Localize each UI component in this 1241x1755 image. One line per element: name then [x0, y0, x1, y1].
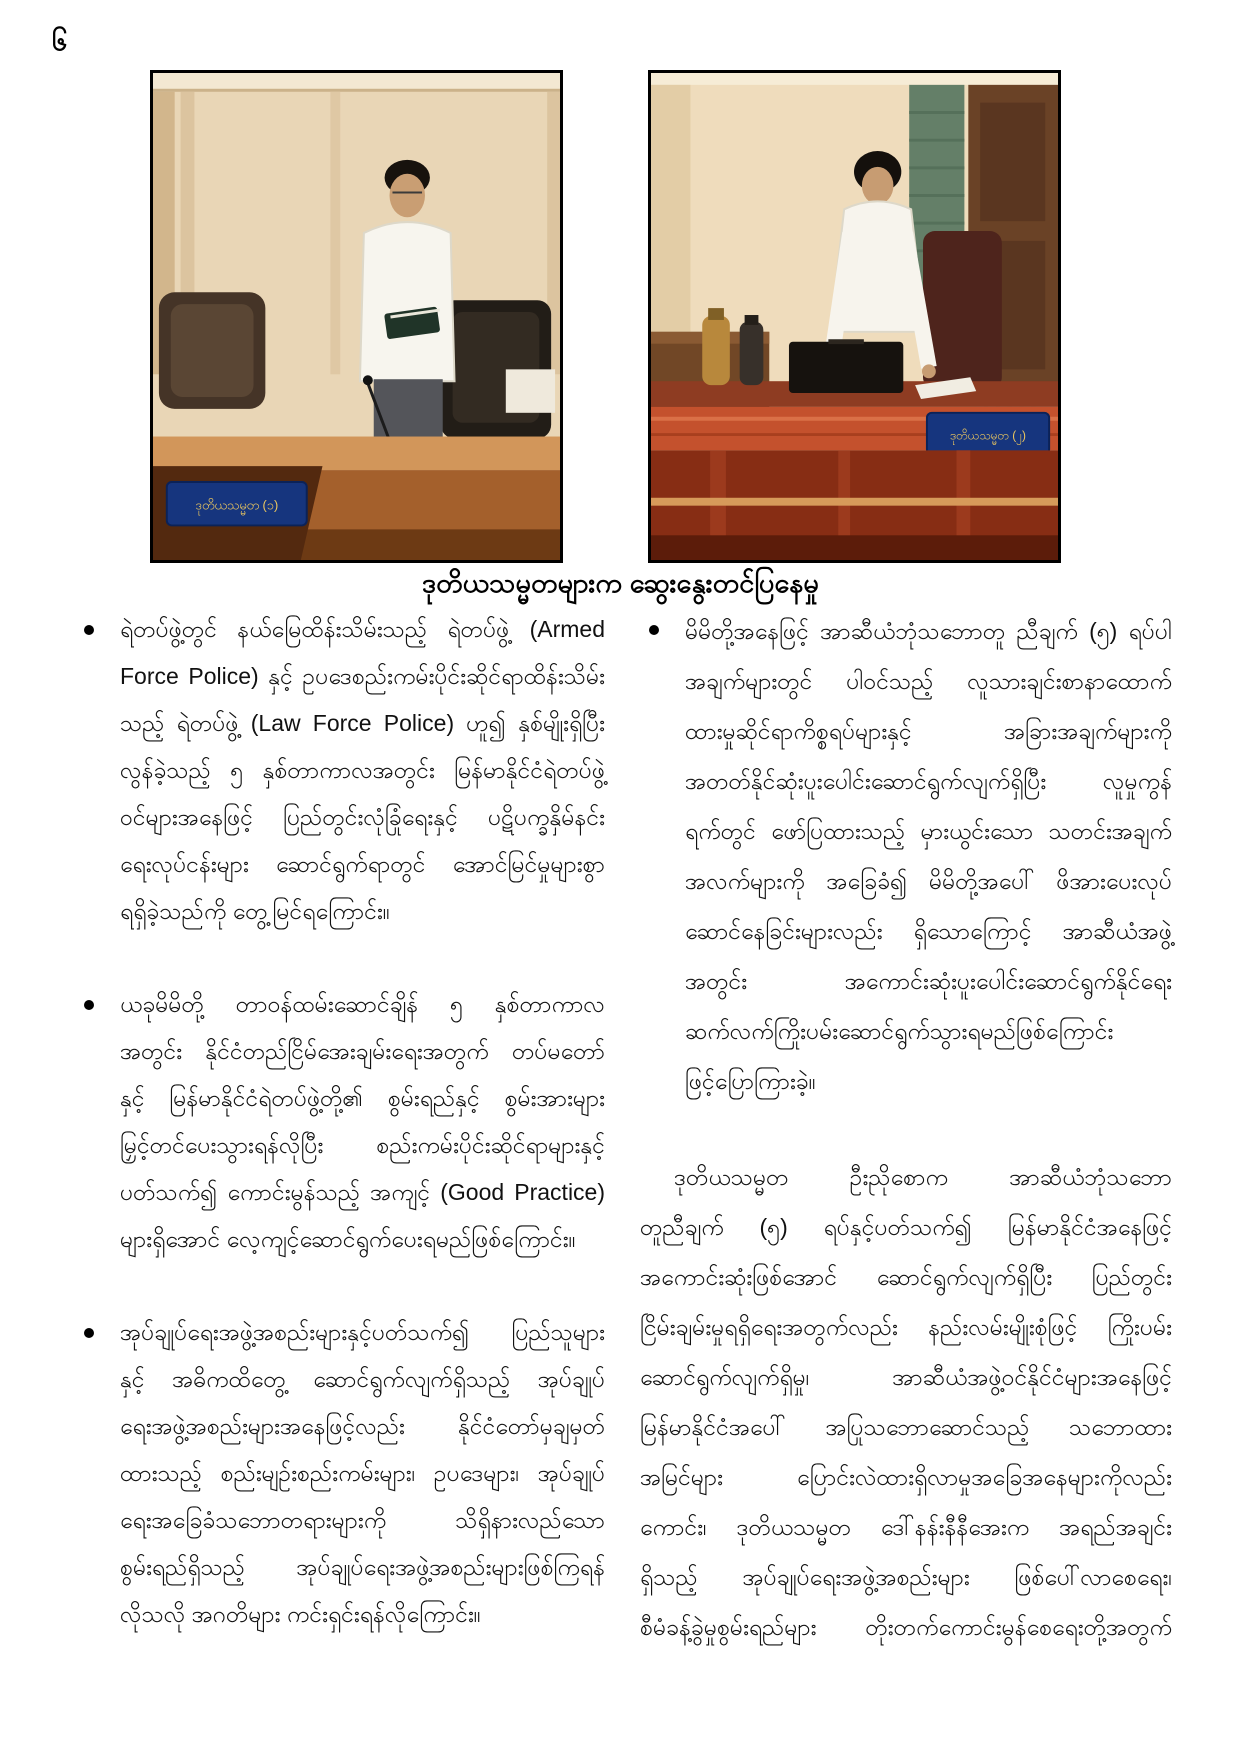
- text-line: လွန်ခဲ့သည့် ၅ နှစ်တာကာလအတွင်း မြန်မာနိုင်ငံရဲတပ်ဖွဲ့: [120, 757, 605, 783]
- text-line: ထားသည့် စည်းမျဉ်းစည်းကမ်းများ၊ ဥပဒေများ၊ အုပ်ချုပ်: [120, 1460, 605, 1486]
- face: [390, 174, 425, 217]
- desk-base: [651, 535, 1058, 560]
- photo-vice-president-2: [648, 70, 1061, 563]
- text-line: အချက်များတွင် ပါဝင်သည့် လူသားချင်းစာနာထောက်: [685, 668, 1172, 694]
- name-placard-1: [167, 482, 307, 525]
- text-line: စီမံခန့်ခွဲမှုစွမ်းရည်များ တိုးတက်ကောင်းမွန်စေရေးတို့အတွက်: [640, 1614, 1172, 1640]
- text-line: အလက်များကို အခြေခံ၍ မိမိတို့အပေါ် ဖိအားပေးလုပ်: [685, 868, 1172, 894]
- cornice: [153, 73, 560, 89]
- text-line: ရေးအခြေခံသဘောတရားများကို သိရှိနားလည်သော: [120, 1507, 605, 1533]
- text-line: နှင့် အဓိကထိတွေ့ ဆောင်ရွက်လျက်ရှိသည့် အုပ်ချုပ်: [120, 1366, 605, 1392]
- paragraph: [640, 1152, 1172, 1652]
- leather-chair-left: [159, 292, 265, 409]
- bullet-icon: [84, 1328, 94, 1338]
- list-item: [75, 606, 605, 935]
- text-line: ရေးအဖွဲ့အစည်းများအနေဖြင့်လည်း နိုင်ငံတော်မှချမှတ်: [120, 1413, 605, 1439]
- text-line: အုပ်ချုပ်ရေးအဖွဲ့အစည်းများနှင့်ပတ်သက်၍ ပြည်သူများ: [120, 1319, 605, 1345]
- text-line: မြန်မာနိုင်ငံအပေါ် အပြုသဘောဆောင်သည့် သဘောထား: [640, 1414, 1172, 1440]
- hand: [922, 364, 936, 378]
- text-line: များရှိအောင် လေ့ကျင့်ဆောင်ရွက်ပေးရမည်ဖြစ်ကြောင်း။: [120, 1226, 576, 1252]
- text-line: လိုသလို အဂတိများ ကင်းရှင်းရန်လိုကြောင်း။: [120, 1601, 481, 1627]
- bullet-icon: [84, 1000, 94, 1010]
- text-column-right: [640, 606, 1172, 1652]
- text-line: ပတ်သက်၍ ကောင်းမွန်သည့် အကျင့် (Good Practice): [120, 1179, 605, 1205]
- text-line: ဒုတိယသမ္မတ ဦးညိုစောက အာဆီယံဘုံသဘော: [674, 1164, 1172, 1190]
- text-line: ဆောင်နေခြင်းများလည်း ရှိသောကြောင့် အာဆီယံအဖွဲ့: [685, 918, 1172, 944]
- text-line: ရရှိခဲ့သည်ကို တွေ့မြင်ရကြောင်း။: [120, 898, 390, 924]
- desk-rail: [651, 498, 1058, 506]
- list-item: [75, 981, 605, 1263]
- text-column-left: [75, 606, 605, 1684]
- photo-1-illustration: [153, 73, 560, 560]
- text-line: သည့် ရဲတပ်ဖွဲ့ (Law Force Police) ဟူ၍ နှစ်မျိုးရှိပြီး: [120, 710, 605, 736]
- name-placard-2: [927, 413, 1049, 454]
- text-line: မြှင့်တင်ပေးသွားရန်လိုပြီး စည်းကမ်းပိုင်းဆိုင်ရာများနှင့်: [120, 1132, 605, 1158]
- text-line: ရှိသည့် အုပ်ချုပ်ရေးအဖွဲ့အစည်းများ ဖြစ်ပေါ်လာစေရေး၊: [640, 1564, 1172, 1590]
- text-line: ဆောင်ရွက်လျက်ရှိမှု၊ အာဆီယံအဖွဲ့ဝင်နိုင်ငံများအနေဖြင့်: [640, 1364, 1172, 1390]
- longyi: [374, 379, 443, 444]
- text-line: Force Police) နှင့် ဥပဒေစည်းကမ်းပိုင်းဆိုင်ရာထိန်းသိမ်း: [120, 663, 605, 689]
- text-line: အတွင်း အကောင်းဆုံးပူးပေါင်းဆောင်ရွက်နိုင်ရေး: [685, 968, 1172, 994]
- text-line: စွမ်းရည်ရှိသည့် အုပ်ချုပ်ရေးအဖွဲ့အစည်းများဖြစ်ကြရန်: [120, 1554, 605, 1580]
- photo-vice-president-1: [150, 70, 563, 563]
- placard-text: ဒုတိယသမ္မတ (၁): [195, 497, 279, 513]
- pilaster: [330, 92, 340, 375]
- text-line: ယခုမိမိတို့ တာဝန်ထမ်းဆောင်ချိန် ၅ နှစ်တာကာလ: [120, 991, 605, 1017]
- face: [862, 167, 894, 205]
- text-line: ငြိမ်းချမ်းမှုရရှိရေးအတွက်လည်း နည်းလမ်းမျိုးစုံဖြင့် ကြိုးပမ်း: [640, 1314, 1172, 1340]
- text-line: ရေးလုပ်ငန်းများ ဆောင်ရွက်ရာတွင် အောင်မြင်မှုများစွာ: [120, 851, 605, 877]
- text-line: ကောင်း၊ ဒုတိယသမ္မတ ဒေါ်နန်းနီနီအေးက အရည်အချင်း: [640, 1514, 1172, 1540]
- text-line: ရက်တွင် ဖော်ပြထားသည့် မှားယွင်းသော သတင်းအချက်: [685, 818, 1172, 844]
- bullet-icon: [84, 625, 94, 635]
- text-line: ဝင်များအနေဖြင့် ပြည်တွင်းလုံခြုံရေးနှင့် ပဋိပက္ခနှိမ်နင်း: [120, 804, 605, 830]
- thermos-dark: [740, 315, 764, 385]
- side-console: [506, 369, 555, 412]
- photo-caption: ဒုတိယသမ္မတများက ဆွေးနွေးတင်ပြနေမှု: [422, 568, 819, 598]
- text-line: အတတ်နိုင်ဆုံးပူးပေါင်းဆောင်ရွက်လျက်ရှိပြီး လူမှုကွန်: [685, 768, 1172, 794]
- text-line: ထားမှုဆိုင်ရာကိစ္စရပ်များနှင့် အခြားအချက်များကို: [685, 718, 1172, 744]
- white-jacket: [360, 222, 455, 381]
- bullet-icon: [649, 625, 659, 635]
- placard-text: ဒုတိယသမ္မတ (၂): [950, 428, 1026, 443]
- text-line: ရဲတပ်ဖွဲ့တွင် နယ်မြေထိန်းသိမ်းသည့် ရဲတပ်ဖွဲ့ (Armed: [120, 616, 605, 642]
- page-number: ၆: [52, 26, 68, 56]
- text-line: အတွင်း နိုင်ငံတည်ငြိမ်အေးချမ်းရေးအတွက် တပ်မတော်: [120, 1038, 605, 1064]
- text-line: နှင့် မြန်မာနိုင်ငံရဲတပ်ဖွဲ့တို့၏ စွမ်းရည်နှင့် စွမ်းအားများ: [120, 1085, 605, 1111]
- thermos-gold: [702, 308, 730, 385]
- wall-shade: [651, 85, 690, 332]
- text-line: အကောင်းဆုံးဖြစ်အောင် ဆောင်ရွက်လျက်ရှိပြီး ပြည်တွင်း: [640, 1264, 1172, 1290]
- text-line: မိမိတို့အနေဖြင့် အာဆီယံဘုံသဘောတူ ညီချက် (၅) ရပ်ပါ: [685, 618, 1172, 644]
- text-line: ဖြင့်ပြောကြားခဲ့။: [685, 1068, 816, 1094]
- text-line: အမြင်များ ပြောင်းလဲထားရှိလာမှုအခြေအနေများကိုလည်း: [640, 1464, 1172, 1490]
- black-case: [789, 342, 903, 393]
- list-item: [75, 1309, 605, 1638]
- desk-surface: [153, 437, 560, 471]
- text-line: တူညီချက် (၅) ရပ်နှင့်ပတ်သက်၍ မြန်မာနိုင်ငံအနေဖြင့်: [640, 1214, 1172, 1240]
- text-line: ဆက်လက်ကြိုးပမ်းဆောင်ရွက်သွားရမည်ဖြစ်ကြောင်း: [685, 1018, 1114, 1044]
- photo-2-illustration: [651, 73, 1058, 560]
- cornice: [651, 73, 1058, 85]
- list-item: [640, 606, 1172, 1106]
